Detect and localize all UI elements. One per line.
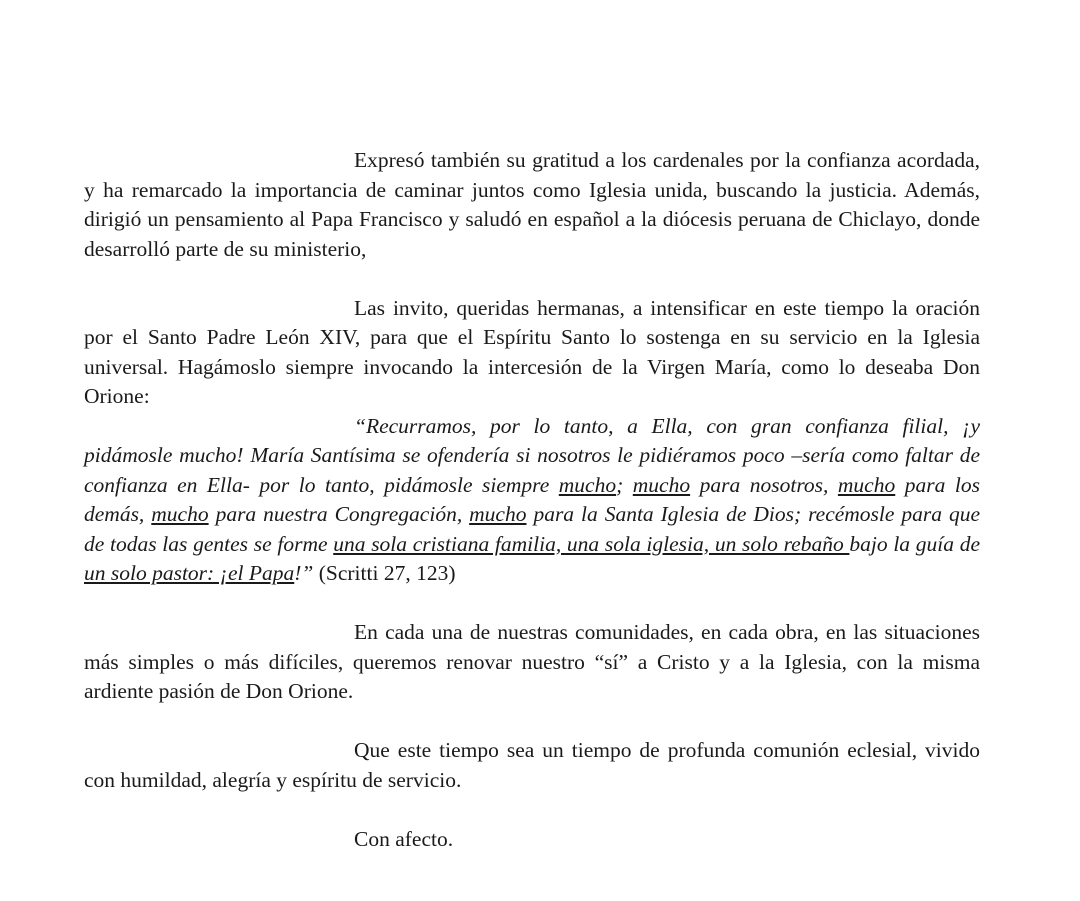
- quote-underlined: un solo pastor: ¡el Papa: [84, 561, 295, 585]
- quote-underlined: mucho: [837, 472, 896, 497]
- quote-text: para nosotros,: [690, 472, 838, 497]
- closing-salutation: Con afecto.: [354, 826, 454, 851]
- quote-citation: (Scritti 27, 123): [313, 561, 456, 585]
- paragraph-renewal: En cada una de nuestras comunidades, en cada obra, en las situaciones más simples o más difíciles, queremos renovar nuestro “sí” a Cristo y a la Iglesia, con la misma ardiente pasión de Don Orione.: [84, 620, 980, 703]
- paragraph-invitation: Las invito, queridas hermanas, a intensificar en este tiempo la oración por el Santo Padre León XIV, para que el Espíritu Santo lo sostenga en su servicio en la Iglesia universal. Hagámoslo siempre invocando la intercesión de la Virgen María, como lo deseaba Don Orione:: [84, 295, 980, 408]
- quote-underlined: mucho: [558, 472, 617, 497]
- quote-text: bajo la guía de: [849, 531, 980, 556]
- quote-text: para los demás,: [84, 472, 980, 526]
- quote-underlined: mucho: [632, 472, 691, 497]
- paragraph-communion: Que este tiempo sea un tiempo de profunda comunión eclesial, vivido con humildad, alegría y espíritu de servicio.: [84, 738, 980, 792]
- letter-body: [84, 146, 980, 854]
- quote-text: ;: [616, 472, 633, 497]
- quote-underlined: mucho: [469, 502, 527, 526]
- quote-text: “Recurramos, por lo tanto, a Ella, con gran confianza filial, ¡y pidámosle mucho! María Santísima se ofendería si nosotros le pidiéramos poco –sería como faltar de confianza en Ella- por lo tanto, pidámosle siempre: [84, 413, 980, 497]
- quote-text: para nuestra Congregación,: [208, 502, 470, 526]
- quote-underlined: una sola cristiana familia, una sola iglesia, un solo rebaño: [333, 531, 850, 556]
- quote-text: para la Santa Iglesia de Dios; recémosle para que de todas las gentes se forme: [84, 502, 981, 556]
- paragraph-gratitude: Expresó también su gratitud a los cardenales por la confianza acordada, y ha remarcado la importancia de caminar juntos como Iglesia unida, buscando la justicia. Además, dirigió un pensamiento al Papa Francisco y saludó en español a la diócesis peruana de Chiclayo, donde desarrolló parte de su ministerio,: [84, 148, 980, 261]
- don-orione-quote: [84, 412, 980, 589]
- quote-underlined: mucho: [151, 502, 209, 526]
- quote-text: !”: [294, 561, 314, 585]
